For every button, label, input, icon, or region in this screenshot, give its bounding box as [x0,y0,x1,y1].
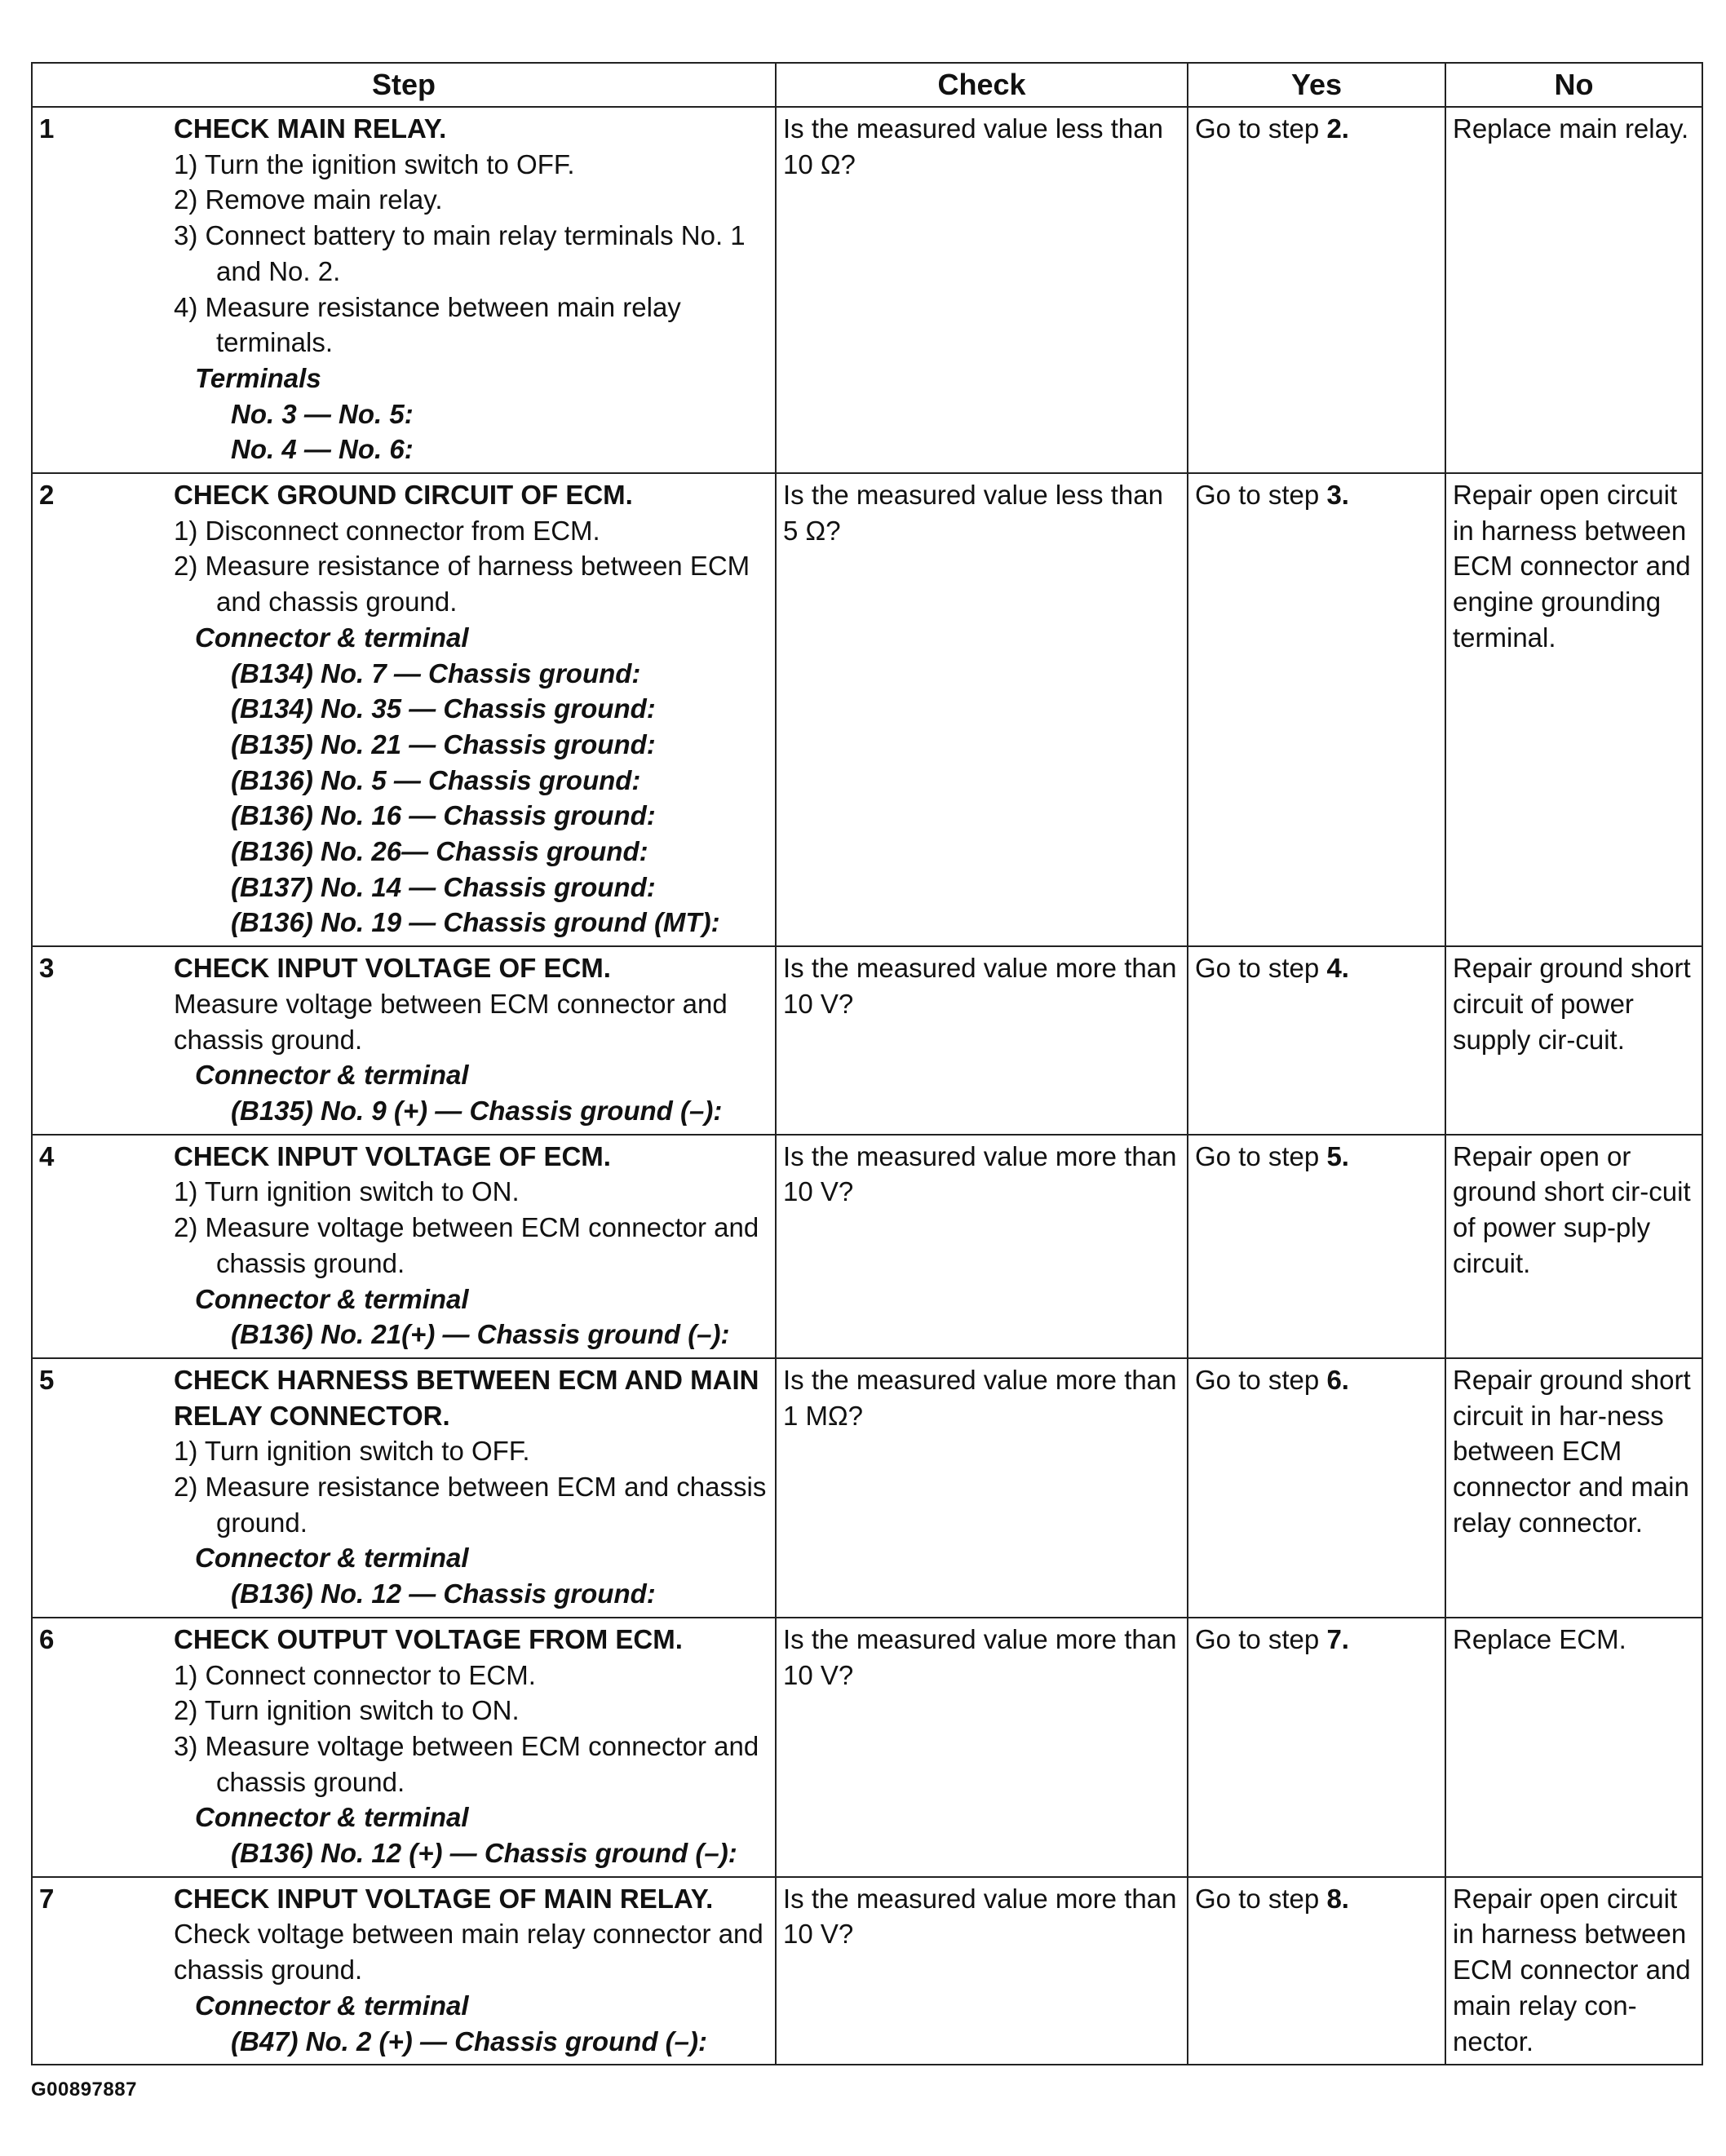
table-body [32,107,1702,2065]
substep: 2) Turn ignition switch to ON. [174,1695,520,1726]
terminal-spec: (B136) No. 12 (+) — Chassis ground (–): [231,1838,737,1869]
step-number: 2 [39,480,55,511]
yes-text: Go to step [1195,1883,1327,1914]
substep-list [174,1433,768,1540]
yes-cell [1188,473,1445,946]
terminal-heading: Connector & terminal [195,1283,469,1314]
substep: 1) Turn ignition switch to OFF. [174,1436,530,1467]
step-body [174,1881,768,2060]
yes-cell [1188,946,1445,1135]
yes-step-number: 2. [1326,113,1349,144]
yes-step-number: 7. [1326,1623,1349,1654]
yes-text: Go to step [1195,1364,1327,1395]
no-cell: Repair ground short circuit in har-ness between ECM connector and main relay connector. [1445,1358,1702,1618]
yes-text: Go to step [1195,480,1327,511]
terminal-spec: (B137) No. 14 — Chassis ground: [231,871,656,902]
yes-step-number: 5. [1326,1140,1349,1171]
step-body [174,111,768,467]
terminal-spec: (B134) No. 7 — Chassis ground: [231,657,641,688]
terminal-spec: (B136) No. 19 — Chassis ground (MT): [231,907,720,938]
terminal-heading: Connector & terminal [195,1543,469,1574]
terminal-spec: (B136) No. 12 — Chassis ground: [231,1578,656,1609]
diagnostic-table [31,62,1703,2065]
yes-text: Go to step [1195,953,1327,984]
step-number: 3 [39,953,55,984]
table-row [32,946,1702,1135]
terminal-spec: No. 4 — No. 6: [231,434,414,465]
step-title: CHECK INPUT VOLTAGE OF ECM. [174,1140,611,1171]
step-cell [32,1358,776,1618]
no-cell: Repair open circuit in harness between ECM connector and engine grounding terminal. [1445,473,1702,946]
table-row [32,1135,1702,1358]
terminal-spec: No. 3 — No. 5: [231,398,414,429]
step-number: 7 [39,1883,55,1914]
table-row [32,107,1702,473]
step-instruction: Check voltage between main relay connector and chassis ground. [174,1919,763,1986]
table-row [32,1358,1702,1618]
step-body [174,1139,768,1352]
step-cell [32,1135,776,1358]
substep: 1) Turn the ignition switch to OFF. [174,148,575,179]
terminal-spec: (B136) No. 5 — Chassis ground: [231,764,641,795]
no-cell: Replace ECM. [1445,1618,1702,1877]
document-id: G00897887 [31,2079,137,2101]
terminal-spec: (B136) No. 26— Chassis ground: [231,836,648,867]
yes-cell [1188,1135,1445,1358]
yes-text: Go to step [1195,1140,1327,1171]
step-number: 4 [39,1140,55,1171]
step-title: CHECK GROUND CIRCUIT OF ECM. [174,480,633,511]
substep-list [174,1658,768,1800]
substep-list [174,513,768,620]
yes-step-number: 4. [1326,953,1349,984]
terminal-heading: Connector & terminal [195,1802,469,1833]
header-check: Check [776,63,1188,107]
substep: 1) Connect connector to ECM. [174,1659,536,1690]
step-cell [32,1877,776,2065]
terminal-heading: Terminals [195,362,321,393]
substep: 1) Turn ignition switch to ON. [174,1176,520,1207]
table-row [32,473,1702,946]
yes-step-number: 6. [1326,1364,1349,1395]
check-cell: Is the measured value more than 10 V? [776,1135,1188,1358]
terminal-spec: (B136) No. 16 — Chassis ground: [231,800,656,831]
substep-list [174,1174,768,1281]
table-row [32,1618,1702,1877]
step-cell [32,946,776,1135]
check-cell: Is the measured value less than 10 Ω? [776,107,1188,473]
terminal-spec: (B134) No. 35 — Chassis ground: [231,693,656,724]
table-row [32,1877,1702,2065]
step-body [174,950,768,1129]
yes-cell [1188,1877,1445,2065]
terminal-heading: Connector & terminal [195,1990,469,2021]
terminal-spec: (B135) No. 21 — Chassis ground: [231,728,656,759]
substep: 3) Measure voltage between ECM connector and chassis ground. [174,1730,759,1797]
no-cell: Repair ground short circuit of power supply cir-cuit. [1445,946,1702,1135]
yes-step-number: 8. [1326,1883,1349,1914]
step-body [174,1622,768,1871]
header-yes: Yes [1188,63,1445,107]
terminal-spec: (B135) No. 9 (+) — Chassis ground (–): [231,1095,723,1126]
substep: 2) Measure resistance of harness between ECM and chassis ground. [174,551,750,618]
no-cell: Replace main relay. [1445,107,1702,473]
step-body [174,1362,768,1612]
header-no: No [1445,63,1702,107]
step-title: CHECK MAIN RELAY. [174,113,447,144]
step-title: CHECK INPUT VOLTAGE OF MAIN RELAY. [174,1883,714,1914]
step-number: 6 [39,1623,55,1654]
substep: 2) Measure resistance between ECM and chassis ground. [174,1472,767,1538]
substep: 2) Remove main relay. [174,184,443,215]
yes-cell [1188,107,1445,473]
substep: 4) Measure resistance between main relay terminals. [174,291,681,358]
yes-text: Go to step [1195,1623,1327,1654]
step-number: 1 [39,113,55,144]
step-title: CHECK OUTPUT VOLTAGE FROM ECM. [174,1623,683,1654]
step-title: CHECK HARNESS BETWEEN ECM AND MAIN RELAY CONNECTOR. [174,1364,759,1431]
step-cell [32,473,776,946]
substep: 2) Measure voltage between ECM connector and chassis ground. [174,1212,759,1278]
check-cell: Is the measured value more than 10 V? [776,1877,1188,2065]
step-instruction: Measure voltage between ECM connector and chassis ground. [174,988,728,1055]
yes-cell [1188,1618,1445,1877]
step-body [174,477,768,941]
check-cell: Is the measured value more than 10 V? [776,1618,1188,1877]
header-step: Step [32,63,776,107]
substep: 1) Disconnect connector from ECM. [174,515,600,546]
check-cell: Is the measured value less than 5 Ω? [776,473,1188,946]
step-title: CHECK INPUT VOLTAGE OF ECM. [174,953,611,984]
substep: 3) Connect battery to main relay terminals No. 1 and No. 2. [174,220,746,286]
terminal-heading: Connector & terminal [195,622,469,653]
step-cell [32,107,776,473]
terminal-spec: (B136) No. 21(+) — Chassis ground (–): [231,1319,730,1350]
yes-step-number: 3. [1326,480,1349,511]
table-header-row [32,63,1702,107]
check-cell: Is the measured value more than 10 V? [776,946,1188,1135]
yes-cell [1188,1358,1445,1618]
no-cell: Repair open circuit in harness between ECM connector and main relay con-nector. [1445,1877,1702,2065]
terminal-spec: (B47) No. 2 (+) — Chassis ground (–): [231,2025,707,2056]
terminal-heading: Connector & terminal [195,1060,469,1091]
substep-list [174,147,768,361]
yes-text: Go to step [1195,113,1327,144]
no-cell: Repair open or ground short cir-cuit of power sup-ply circuit. [1445,1135,1702,1358]
check-cell: Is the measured value more than 1 MΩ? [776,1358,1188,1618]
step-cell [32,1618,776,1877]
step-number: 5 [39,1364,55,1395]
